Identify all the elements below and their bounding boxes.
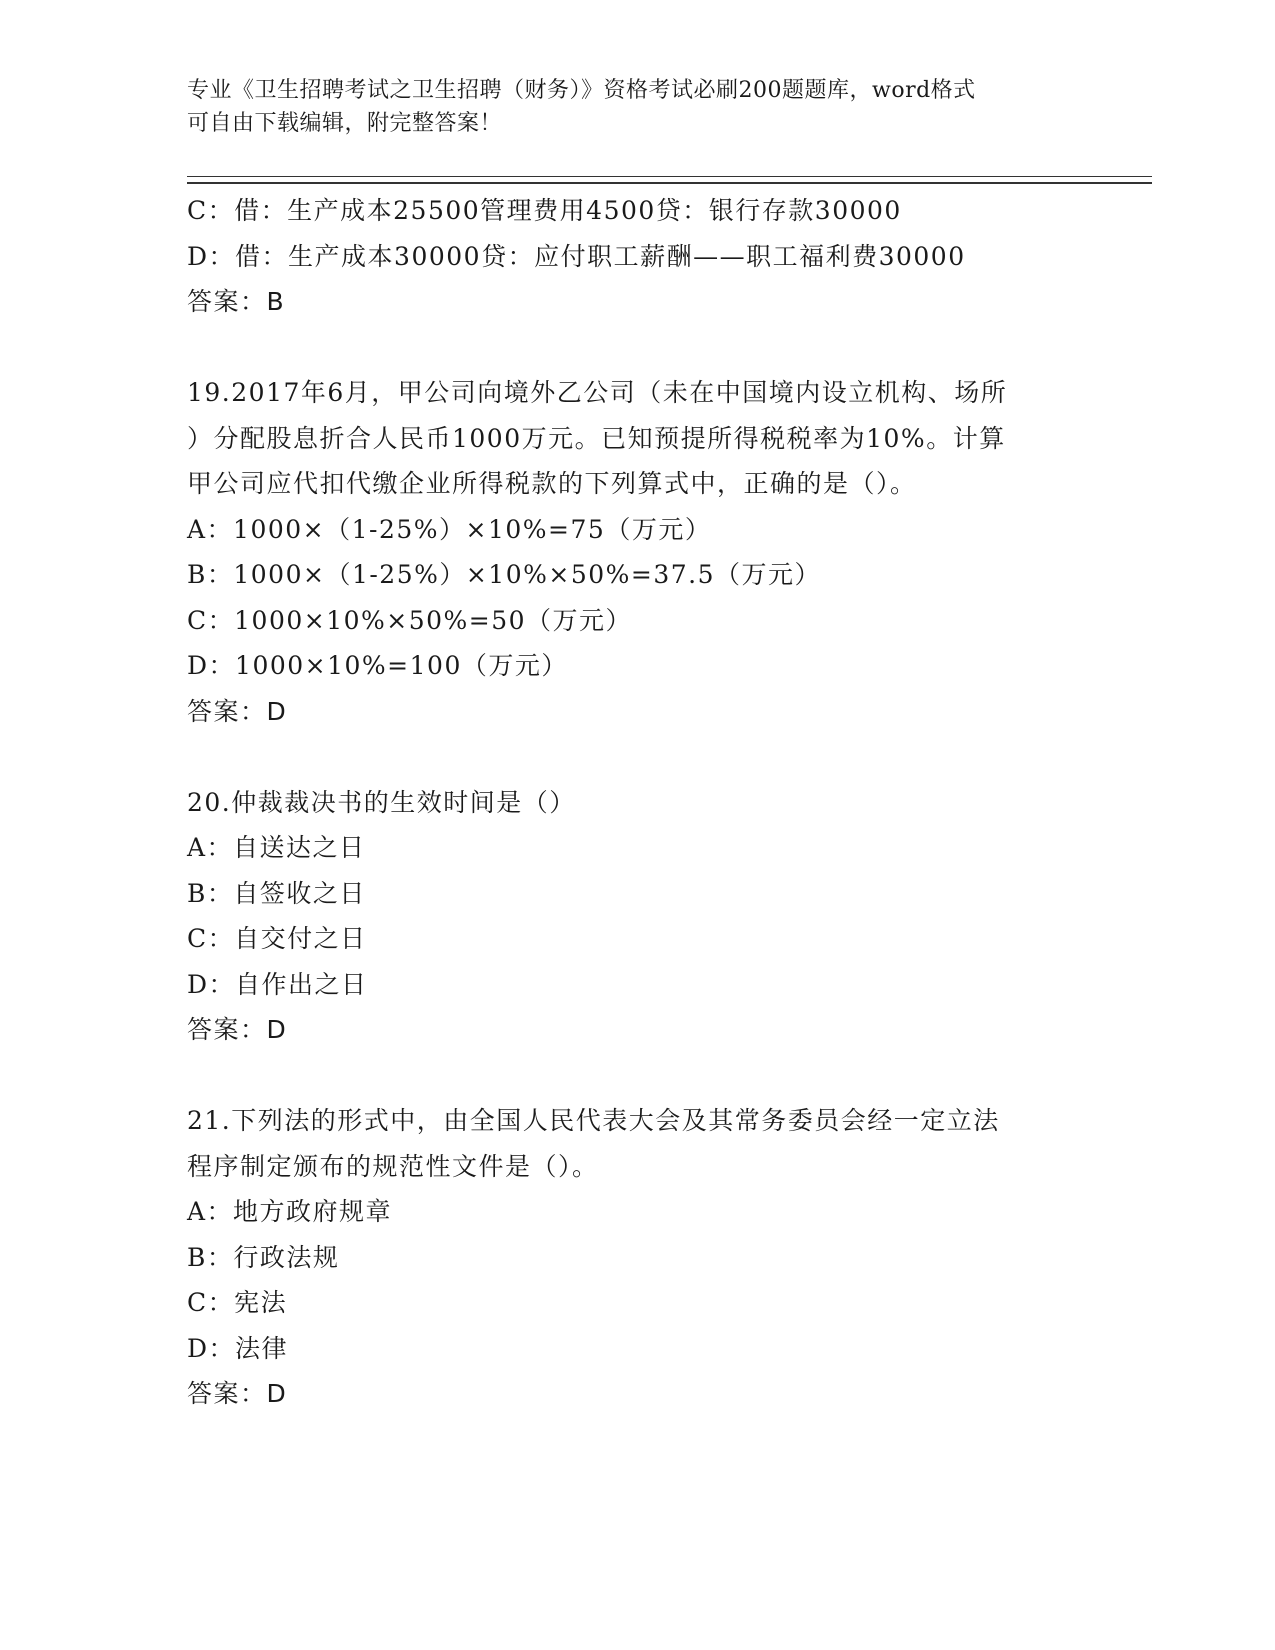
option-c: C：自交付之日: [187, 924, 367, 953]
option-a: A：1000×（1-25%）×10%=75（万元）: [187, 514, 712, 544]
option-a: A：自送达之日: [187, 833, 366, 862]
question-block-21: [187, 1098, 1087, 1417]
option-c: C：宪法: [187, 1288, 288, 1317]
spacer: [187, 734, 1087, 780]
header-rule-thin: [187, 176, 1152, 177]
page-header: [187, 74, 1077, 140]
question-stem-line: 程序制定颁布的规范性文件是（）。: [187, 1151, 599, 1181]
option-b: B：自签收之日: [187, 878, 366, 908]
question-block-20: [187, 780, 1087, 1053]
answer-line: 答案：D: [187, 1379, 288, 1408]
header-subtitle-line: 可自由下载编辑，附完整答案！: [187, 111, 503, 136]
spacer: [187, 325, 1087, 371]
question-stem-line: 甲公司应代扣代缴企业所得税款的下列算式中，正确的是（）。: [187, 469, 917, 498]
question-stem-line: 19.2017年6月，甲公司向境外乙公司（未在中国境内设立机构、场所: [187, 378, 1008, 407]
answer-line: 答案：D: [187, 1015, 288, 1044]
answer-line: 答案：B: [187, 287, 286, 316]
option-d: D：1000×10%=100（万元）: [187, 651, 568, 680]
header-rule-thick: [187, 182, 1152, 184]
question-block-19: [187, 370, 1087, 734]
answer-line: 答案：D: [187, 696, 288, 726]
option-c: C：1000×10%×50%=50（万元）: [187, 605, 633, 635]
question-stem-line: ）分配股息折合人民币1000万元。已知预提所得税税率为10%。计算: [187, 423, 1006, 453]
option-d: D：借：生产成本30000贷：应付职工薪酬——职工福利费30000: [187, 241, 966, 271]
question-stem-line: 20.仲裁裁决书的生效时间是（）: [187, 787, 576, 817]
header-title-line: 专业《卫生招聘考试之卫生招聘（财务）》资格考试必刷200题题库，word格式: [187, 78, 976, 103]
option-b: B：行政法规: [187, 1242, 340, 1272]
spacer: [187, 1053, 1087, 1099]
option-d: D：法律: [187, 1333, 289, 1363]
question-block-18: [187, 188, 1087, 325]
document-body: [187, 188, 1087, 1417]
question-stem-line: 21.下列法的形式中，由全国人民代表大会及其常务委员会经一定立法: [187, 1106, 1000, 1135]
option-c: C：借：生产成本25500管理费用4500贷：银行存款30000: [187, 196, 902, 225]
option-b: B：1000×（1-25%）×10%×50%=37.5（万元）: [187, 560, 822, 589]
option-d: D：自作出之日: [187, 969, 368, 999]
option-a: A：地方政府规章: [187, 1197, 393, 1226]
